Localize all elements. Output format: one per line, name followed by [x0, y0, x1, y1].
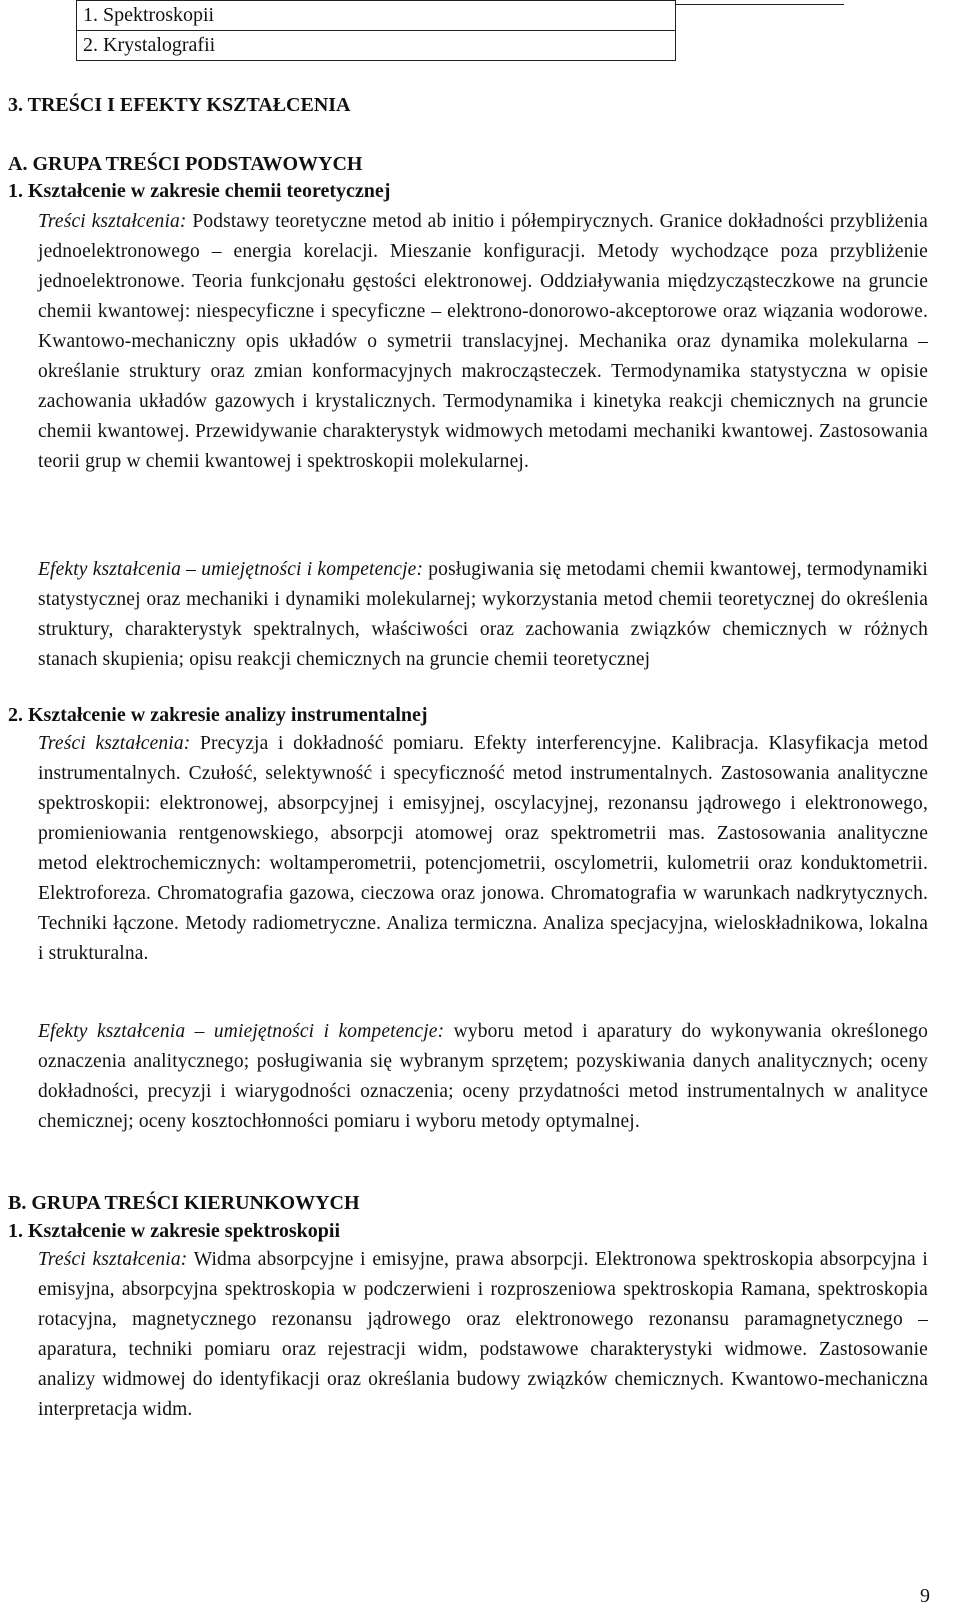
effects-text: posługiwania się metodami chemii kwantowej, termodynamiki statystycznej oraz mechaniki i dynamiki molekularnej; wykorzystania metod chemii teoretycznej do określenia struktury, charakterystyk spektralnych, właściwości oraz zachowania związków chemicznych w różnych stanach skupienia; opisu reakcji chemicznych na gruncie chemii teoretycznej — [38, 559, 929, 670]
group-a-item1-effects — [38, 555, 928, 675]
group-a-item2-effects — [38, 1017, 928, 1137]
table-cell: 1. Spektroskopii — [77, 1, 676, 31]
table-cell: 2. Krystalografii — [77, 31, 676, 61]
content-label: Treści kształcenia: — [38, 211, 187, 232]
group-b-item1-heading: 1. Kształcenie w zakresie spektroskopii — [8, 1220, 341, 1242]
group-a-item1-content — [38, 207, 928, 477]
table-row — [77, 1, 676, 31]
group-a-item1-heading: 1. Kształcenie w zakresie chemii teoretycznej — [8, 180, 391, 202]
content-text: Widma absorpcyjne i emisyjne, prawa absorpcji. Elektronowa spektroskopia absorpcyjna i emisyjna, absorpcyjna spektroskopia w podczerwieni i rozproszeniowa spektroskopia Ramana, spektroskopia rotacyjna, magnetycznego rezonansu jądrowego oraz elektronowego rezonansu paramagnetycznego – aparatura, techniki pomiaru oraz rejestracji widm, podstawowe charakterystyki widmowe. Zastosowanie analizy widmowej do identyfikacji oraz określania budowy związków chemicznych. Kwantowo-mechaniczna interpretacja widm. — [38, 1249, 928, 1420]
effects-label: Efekty kształcenia – umiejętności i kompetencje: — [38, 559, 424, 580]
spec-table — [76, 0, 676, 61]
group-b-heading: B. GRUPA TREŚCI KIERUNKOWYCH — [8, 1192, 360, 1214]
group-a-item2-heading: 2. Kształcenie w zakresie analizy instrumentalnej — [8, 704, 428, 726]
content-text: Precyzja i dokładność pomiaru. Efekty interferencyjne. Kalibracja. Klasyfikacja metod instrumentalnych. Czułość, selektywność i specyficzność metod instrumentalnych. Zastosowania analityczne spektroskopii: elektronowej, absorpcyjnej i emisyjnej, oscylacyjnej, rezonansu jądrowego i elektronowego, promieniowania rentgenowskiego, absorpcji atomowej oraz spektrometrii mas. Zastosowania analityczne metod elektrochemicznych: woltamperometrii, potencjometrii, oscylometrii, kulometrii oraz konduktometrii. Elektroforeza. Chromatografia gazowa, cieczowa oraz jonowa. Chromatografia w warunkach nadkrytycznych. Techniki łączone. Metody radiometryczne. Analiza termiczna. Analiza specjacyjna, wieloskładnikowa, lokalna i strukturalna. — [38, 733, 928, 964]
group-a-item2-content — [38, 729, 928, 969]
effects-text: wyboru metod i aparatury do wykonywania określonego oznaczenia analitycznego; posługiwania się wybranym sprzętem; pozyskiwania danych analitycznych; oceny dokładności, precyzji i wiarygodności oznaczenia; oceny przydatności metod instrumentalnych w analityce chemicznej; oceny kosztochłonności pomiaru i wyboru metody optymalnej. — [38, 1021, 929, 1132]
table-row — [77, 31, 676, 61]
content-label: Treści kształcenia: — [38, 733, 191, 754]
page-number: 9 — [920, 1585, 930, 1607]
content-label: Treści kształcenia: — [38, 1249, 188, 1270]
group-a-heading: A. GRUPA TREŚCI PODSTAWOWYCH — [8, 153, 363, 175]
content-text: Podstawy teoretyczne metod ab initio i półempirycznych. Granice dokładności przybliżenia jednoelektronowego – energia korelacji. Mieszanie konfiguracji. Metody wychodzące poza przybliżenie jednoelektronowe. Teoria funkcjonału gęstości elektronowej. Oddziaływania międzycząsteczkowe na gruncie chemii kwantowej: niespecyficzne i specyficzne – elektrono-donorowo-akceptorowe oraz wiązania wodorowe. Kwantowo-mechaniczny opis układów o symetrii translacyjnej. Mechanika oraz dynamika molekularna – określanie struktury oraz zmian konformacyjnych makrocząsteczek. Termodynamika statystyczna w opisie zachowania układów gazowych i krystalicznych. Termodynamika i kinetyka reakcji chemicznych na gruncie chemii kwantowej. Przewidywanie charakterystyk widmowych metodami mechaniki kwantowej. Zastosowania teorii grup w chemii kwantowej i spektroskopii molekularnej. — [38, 211, 928, 472]
effects-label: Efekty kształcenia – umiejętności i kompetencje: — [38, 1021, 445, 1042]
group-b-item1-content — [38, 1245, 928, 1425]
table-border-line — [676, 4, 844, 5]
section-heading: 3. TREŚCI I EFEKTY KSZTAŁCENIA — [8, 94, 351, 116]
